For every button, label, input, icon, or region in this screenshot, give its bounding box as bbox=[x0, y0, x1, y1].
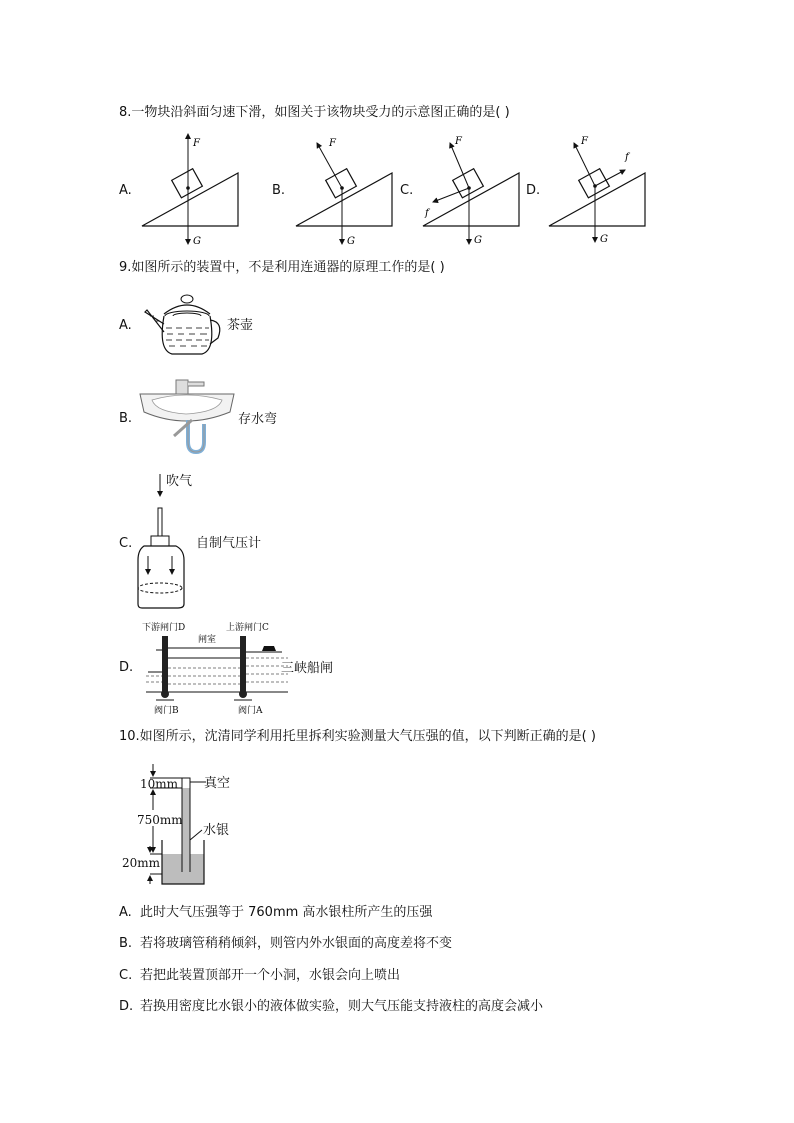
force-friction-label: f bbox=[425, 208, 429, 219]
q9-option-a-caption: 茶壶 bbox=[227, 318, 254, 333]
teapot-illustration bbox=[142, 292, 232, 362]
block bbox=[453, 169, 484, 198]
block bbox=[326, 169, 357, 198]
q10-option-d-text: 若换用密度比水银小的液体做实验，则大气压能支持液柱的高度会减小 bbox=[140, 999, 544, 1014]
gate-c-label: 上游闸门C bbox=[226, 623, 269, 633]
gate-d-label: 下游闸门D bbox=[142, 623, 186, 633]
barometer-illustration bbox=[138, 470, 198, 612]
q8-option-c-letter: C. bbox=[400, 183, 414, 198]
q9-option-b-letter: B. bbox=[119, 411, 133, 426]
q8-option-a-letter: A. bbox=[119, 183, 132, 198]
q9-option-c-caption: 自制气压计 bbox=[196, 536, 262, 551]
valve-b-label: 阀门B bbox=[154, 706, 179, 716]
q8-stem: 8.一物块沿斜面匀速下滑，如图关于该物块受力的示意图正确的是( ) bbox=[119, 105, 510, 120]
q10-stem: 10.如图所示，沈清同学利用托里拆利实验测量大气压强的值，以下判断正确的是( ) bbox=[119, 729, 596, 744]
vacuum-height-label: 10mm bbox=[140, 777, 179, 791]
ship-lock-illustration bbox=[142, 618, 292, 718]
chamber-label: 闸室 bbox=[198, 635, 217, 645]
q10-option-c-text: 若把此装置顶部开一个小洞，水银会向上喷出 bbox=[140, 968, 401, 983]
vacuum-label: 真空 bbox=[204, 776, 231, 791]
q8-option-c-diagram bbox=[419, 130, 529, 250]
mercury-label: 水银 bbox=[203, 823, 230, 838]
q8-option-d-diagram bbox=[545, 130, 655, 250]
force-g-label: G bbox=[193, 236, 201, 247]
force-g-label: G bbox=[600, 234, 608, 245]
q9-option-b-caption: 存水弯 bbox=[238, 412, 278, 427]
q8-option-d-letter: D. bbox=[526, 183, 541, 198]
q10-option-b-text: 若将玻璃管稍稍倾斜，则管内外水银面的高度差将不变 bbox=[140, 936, 453, 951]
q9-option-d-caption: 三峡船闸 bbox=[281, 661, 334, 676]
valve-a-label: 阀门A bbox=[238, 706, 263, 716]
q9-option-d-letter: D. bbox=[119, 660, 134, 675]
q9-option-a-letter: A. bbox=[119, 318, 132, 333]
force-f-label: F bbox=[329, 138, 336, 149]
q10-option-a-text: 此时大气压强等于 760mm 高水银柱所产生的压强 bbox=[140, 905, 433, 920]
force-g-label: G bbox=[347, 236, 355, 247]
q10-option-c-letter: C. bbox=[119, 968, 133, 983]
depth-label: 20mm bbox=[122, 856, 161, 870]
force-f-label: F bbox=[455, 136, 462, 147]
force-f-label: F bbox=[193, 138, 200, 149]
q8-option-a-diagram bbox=[138, 130, 248, 250]
q9-stem: 9.如图所示的装置中，不是利用连通器的原理工作的是( ) bbox=[119, 260, 445, 275]
q9-option-c-blow-label: 吹气 bbox=[166, 474, 193, 489]
q10-option-d-letter: D. bbox=[119, 999, 134, 1014]
q8-option-b-letter: B. bbox=[272, 183, 286, 198]
q8-option-b-diagram bbox=[292, 130, 402, 250]
block bbox=[172, 169, 203, 198]
column-height-label: 750mm bbox=[137, 813, 183, 827]
force-f-label: F bbox=[581, 136, 588, 147]
q10-option-a-letter: A. bbox=[119, 905, 132, 920]
sink-trap-illustration bbox=[138, 372, 238, 464]
q10-option-b-letter: B. bbox=[119, 936, 133, 951]
force-friction-label: f bbox=[625, 152, 629, 163]
q9-option-c-letter: C. bbox=[119, 536, 133, 551]
force-g-label: G bbox=[474, 235, 482, 246]
